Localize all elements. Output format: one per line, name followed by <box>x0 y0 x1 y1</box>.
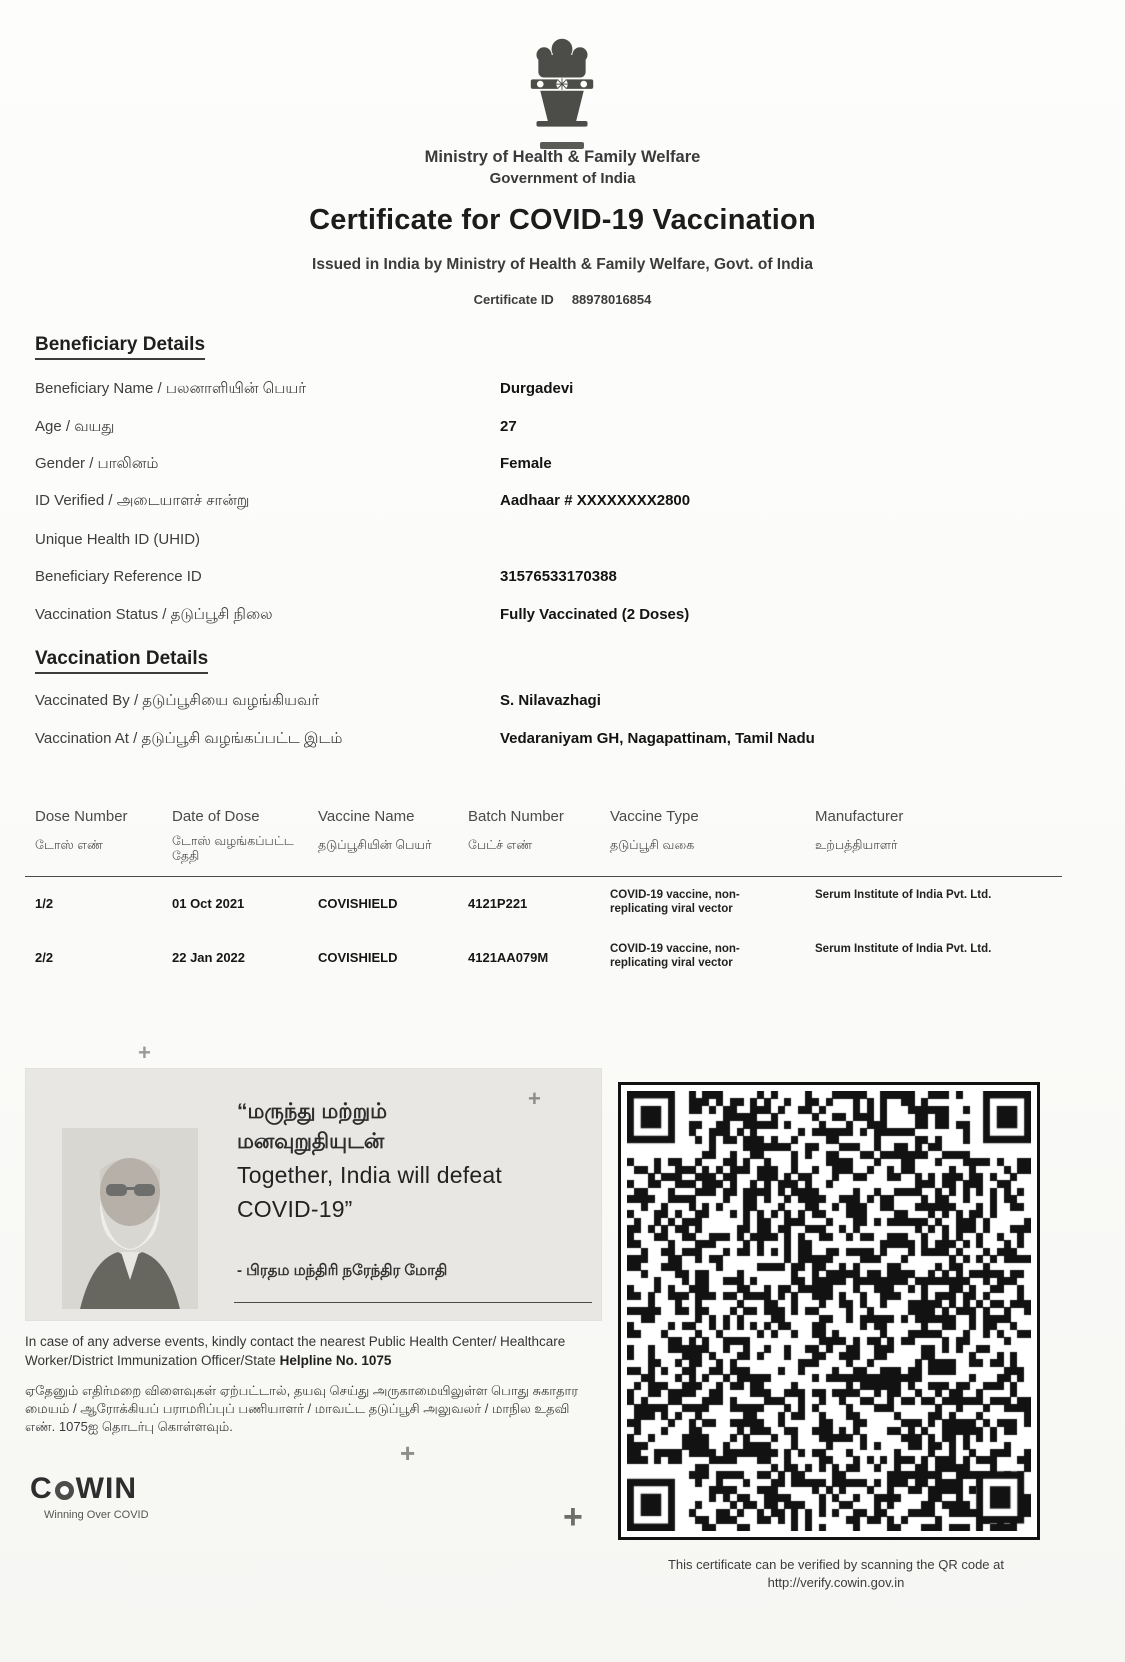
col-header-date-of-dose-ta: டோஸ் வழங்கப்பட்ட தேதி <box>172 834 294 863</box>
ministry-name: Ministry of Health & Family Welfare <box>424 148 701 166</box>
dose1-type: COVID-19 vaccine, non-replicating viral vector <box>610 889 740 915</box>
field-label: Unique Health ID (UHID) <box>35 531 201 548</box>
adverse-events-text-tamil: ஏதேனும் எதிர்மறை விளைவுகள் ஏற்பட்டால், தயவு செய்து அருகாமையிலுள்ள பொது சுகாதார மையம் / ஆரோக்கியப் பராமரிப்புப் பணியாளர் / மாவட்ட தடுப்பூசி அலுவலர் / மாநில உதவி எண். 1075ஐ தொடர்பு கொள்ளவும். <box>25 1383 579 1434</box>
field-vaccinated-by <box>35 692 1100 716</box>
col-header-batch-number-ta: பேட்ச் எண் <box>468 838 533 852</box>
field-label: Vaccination Status / தடுப்பூசி நிலை <box>35 606 273 623</box>
col-header-dose-number-ta: டோஸ் எண் <box>35 838 103 852</box>
field-vaccination-status <box>35 606 1100 630</box>
qr-caption-line2: http://verify.cowin.gov.in <box>767 1575 905 1590</box>
dose2-vaccine: COVISHIELD <box>318 950 398 965</box>
registration-mark: + <box>528 1086 541 1111</box>
field-value: Aadhaar # XXXXXXXX2800 <box>500 492 691 509</box>
dose1-number: 1/2 <box>35 896 54 911</box>
quote-attribution: - பிரதம மந்திரி நரேந்திர மோதி <box>237 1262 448 1279</box>
helpline-number: Helpline No. 1075 <box>279 1353 392 1368</box>
field-value: Vedaraniyam GH, Nagapattinam, Tamil Nadu <box>500 730 815 747</box>
field-reference-id <box>35 568 1100 592</box>
registration-mark: + <box>400 1438 416 1468</box>
registration-mark: + <box>138 1040 151 1065</box>
field-value: Durgadevi <box>500 380 574 397</box>
dose1-manufacturer: Serum Institute of India Pvt. Ltd. <box>815 889 992 901</box>
dose2-batch: 4121AA079M <box>468 950 549 965</box>
dose1-vaccine: COVISHIELD <box>318 896 398 911</box>
field-label: Beneficiary Reference ID <box>35 568 202 585</box>
pm-photo <box>62 1128 198 1309</box>
field-beneficiary-name <box>35 380 1100 404</box>
field-age <box>35 418 1100 442</box>
field-value: Fully Vaccinated (2 Doses) <box>500 606 690 623</box>
quote-tamil-line2: மனவுறுதியுடன் <box>237 1130 385 1153</box>
issued-by-line: Issued in India by Ministry of Health & Family Welfare, Govt. of India <box>312 256 813 273</box>
col-header-vaccine-name: Vaccine Name <box>318 808 415 825</box>
field-label: Gender / பாலினம் <box>35 455 159 472</box>
col-header-vaccine-type-ta: தடுப்பூசி வகை <box>610 838 695 852</box>
dose2-date: 22 Jan 2022 <box>172 950 246 965</box>
field-value: 31576533170388 <box>500 568 617 585</box>
adverse-events-text-main: In case of any adverse events, kindly contact the nearest Public Health Center/ Healthcare Worker/District Immunization Officer/State <box>25 1334 566 1368</box>
dose2-number: 2/2 <box>35 950 54 965</box>
dose1-date: 01 Oct 2021 <box>172 896 245 911</box>
cowin-logo-win: WIN <box>75 1472 137 1505</box>
quote-divider <box>234 1302 592 1303</box>
field-value: 27 <box>500 418 517 435</box>
cowin-logo-c: C <box>30 1472 53 1505</box>
qr-code <box>618 1082 1040 1540</box>
col-header-dose-number: Dose Number <box>35 808 128 825</box>
field-label: Vaccination At / தடுப்பூசி வழங்கப்பட்ட இடம் <box>35 730 343 747</box>
field-gender <box>35 455 1100 479</box>
col-header-batch-number: Batch Number <box>468 808 564 825</box>
ashoka-emblem-icon <box>519 34 605 138</box>
adverse-events-text <box>25 1332 593 1370</box>
field-vaccinated-at <box>35 730 1100 754</box>
cowin-logo-o-icon <box>55 1481 74 1500</box>
registration-mark: + <box>563 1498 583 1536</box>
certificate-id-value: 88978016854 <box>571 292 652 307</box>
beneficiary-section-heading: Beneficiary Details <box>35 334 205 356</box>
quote-tamil-line1: “மருந்து மற்றும் <box>237 1100 388 1123</box>
quote-english-line1: Together, India will defeat <box>237 1162 502 1188</box>
qr-caption-line1: This certificate can be verified by scanning the QR code at <box>667 1557 1004 1572</box>
qr-code-image <box>627 1091 1031 1531</box>
dose2-manufacturer: Serum Institute of India Pvt. Ltd. <box>815 943 992 955</box>
dose2-type: COVID-19 vaccine, non-replicating viral vector <box>610 943 740 969</box>
cowin-tagline: Winning Over COVID <box>44 1509 149 1521</box>
certificate-title: Certificate for COVID-19 Vaccination <box>309 204 816 236</box>
certificate-id-line <box>0 292 1125 307</box>
qr-caption <box>630 1556 1042 1592</box>
col-header-date-of-dose: Date of Dose <box>172 808 260 825</box>
col-header-vaccine-name-ta: தடுப்பூசியின் பெயர் <box>318 838 432 852</box>
certificate-id-label: Certificate ID <box>473 292 554 307</box>
col-header-vaccine-type: Vaccine Type <box>610 808 699 825</box>
pm-portrait-image <box>62 1128 198 1309</box>
field-label: ID Verified / அடையாளச் சான்று <box>35 492 250 509</box>
vaccination-section-heading: Vaccination Details <box>35 648 208 670</box>
field-id-verified <box>35 492 1100 516</box>
col-header-manufacturer: Manufacturer <box>815 808 904 825</box>
quote-english-line2: COVID-19” <box>237 1196 353 1222</box>
dose1-batch: 4121P221 <box>468 896 528 911</box>
col-header-manufacturer-ta: உற்பத்தியாளர் <box>815 838 898 852</box>
field-label: Vaccinated By / தடுப்பூசியை வழங்கியவர் <box>35 692 320 709</box>
government-name: Government of India <box>489 170 636 187</box>
field-value: Female <box>500 455 552 472</box>
field-label: Age / வயது <box>35 418 115 435</box>
field-value: S. Nilavazhagi <box>500 692 601 709</box>
field-uhid <box>35 531 1100 555</box>
cowin-logo <box>30 1472 149 1521</box>
table-header-rule <box>25 876 1062 877</box>
field-label: Beneficiary Name / பலனாளியின் பெயர் <box>35 380 307 397</box>
india-emblem <box>519 34 605 138</box>
